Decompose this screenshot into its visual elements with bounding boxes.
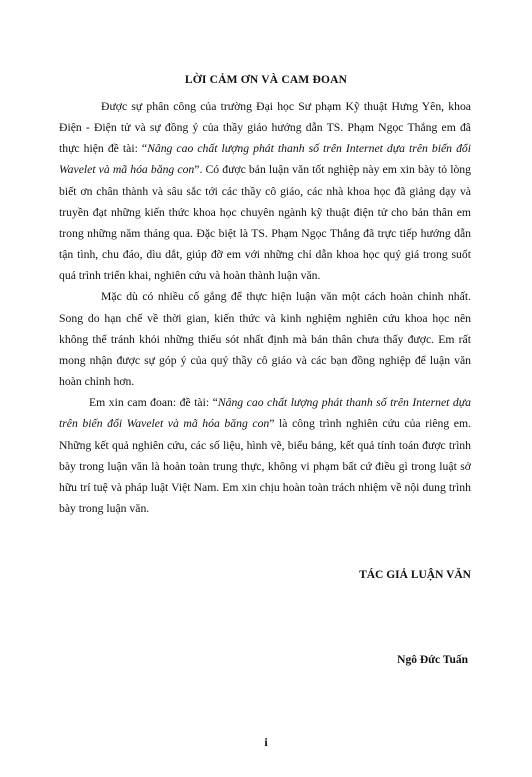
paragraph-text: Được sự phân công của trường Đại học Sư phạm Kỹ thuật Hưng Yên, khoa Điện - Điện tử và sự đồng ý của thầy giáo hướng dẫn TS. Phạm Ngọc Thắng em đã thực hiện đề tài: “ <box>59 100 471 156</box>
page-number: i <box>264 735 268 749</box>
paragraph-acknowledgement <box>59 96 471 286</box>
paragraph-text: ”. Có được bản luận văn tốt nghiệp này em xin bày tỏ lòng biết ơn chân thành và sâu sắc tới các thầy cô giáo, các nhà khoa học đã giảng dạy và truyền đạt những kiến thức khoa học chuyên ngành kỹ thuật điện tử cho bản thân em trong những năm tháng qua. Đặc biệt là TS. Phạm Ngọc Thắng đã trực tiếp hướng dẫn tận tình, chu đáo, dìu dắt, giúp đỡ em với những chỉ dẫn khoa học quý giá trong suốt quá trình triển khai, nghiên cứu và hoàn thành luận văn. <box>59 163 471 283</box>
paragraph-text: ” là công trình nghiên cứu của riêng em. Những kết quả nghiên cứu, các số liệu, hình vẽ, biểu bảng, kết quả tính toán được trình bày trong luận văn là hoàn toàn trung thực, không vi phạm bất cứ điều gì trong luật sở hữu trí tuệ và pháp luật Việt Nam. Em xin chịu hoàn toàn trách nhiệm về nội dung trình bày trong luận văn. <box>59 417 471 515</box>
thesis-title-italic: Nâng cao chất lượng phát thanh số trên Internet dựa trên biến đổi Wavelet và mã hóa băng con <box>59 142 471 177</box>
document-body <box>59 96 471 519</box>
paragraph-limitations: Mặc dù có nhiều cố gắng để thực hiện luận văn một cách hoàn chỉnh nhất. Song do hạn chế về thời gian, kiến thức và kinh nghiệm nghiên cứu khoa học nên không thể tránh khỏi những thiếu sót nhất định mà bản thân chưa thấy được. Em rất mong nhận được sự góp ý của quý thầy cô giáo và các bạn đồng nghiệp để luận văn hoàn chỉnh hơn. <box>59 290 471 389</box>
page-title: LỜI CẢM ƠN VÀ CAM ĐOAN <box>184 74 348 86</box>
paragraph-text: Em xin cam đoan: đề tài: “ <box>89 396 218 410</box>
thesis-title-italic: Nâng cao chất lượng phát thanh số trên Internet dựa trên biến đổi Wavelet và mã hóa băng con <box>59 396 471 431</box>
author-name: Ngô Đức Tuấn <box>397 654 468 666</box>
paragraph-declaration <box>59 392 471 519</box>
author-label: TÁC GIẢ LUẬN VĂN <box>359 569 471 581</box>
